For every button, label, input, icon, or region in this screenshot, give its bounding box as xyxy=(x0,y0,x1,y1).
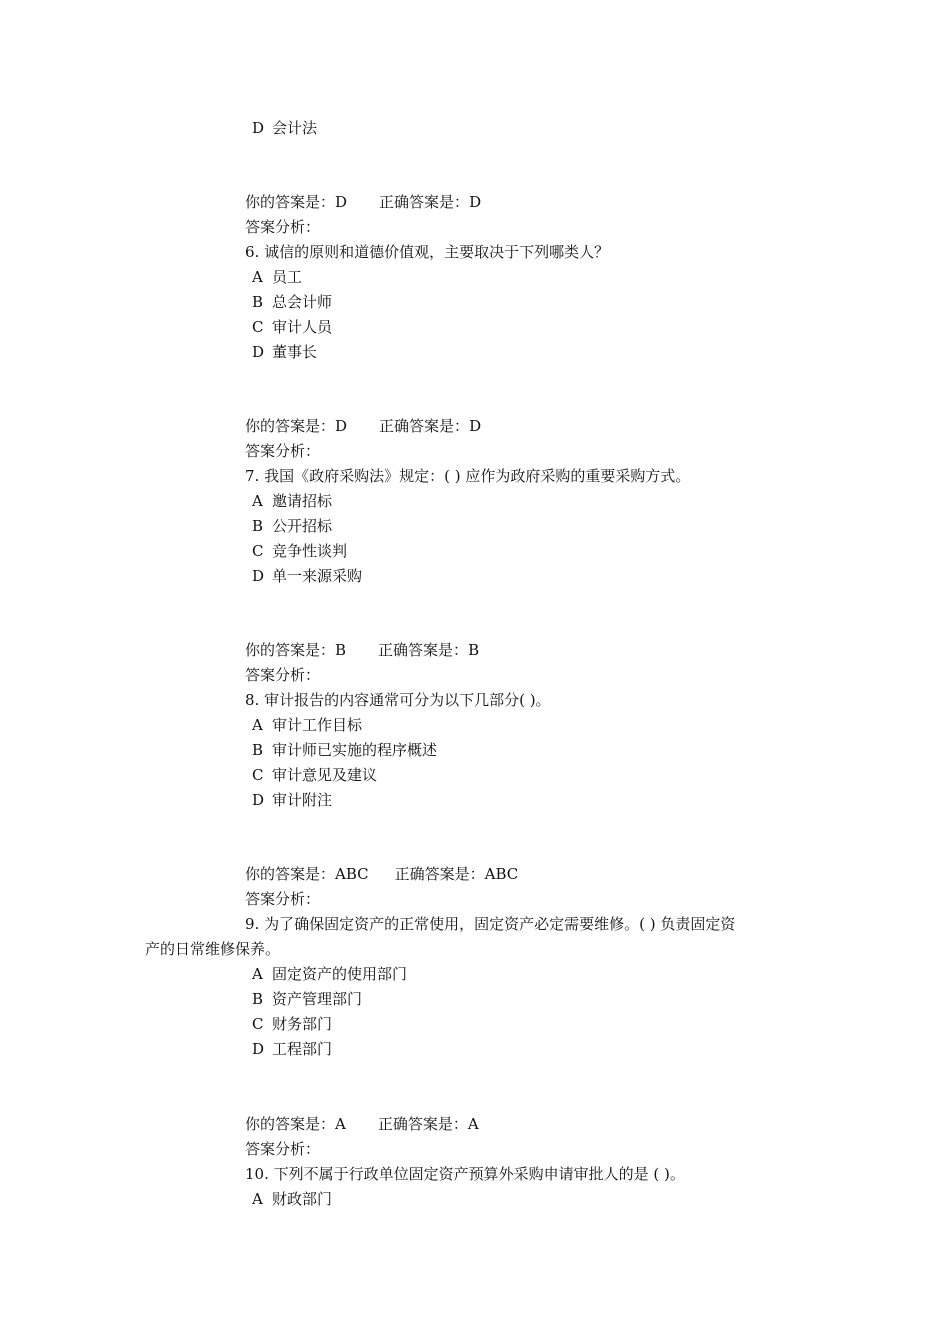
option-letter: A xyxy=(252,965,263,983)
option-letter: D xyxy=(252,1040,265,1058)
your-answer-value: B xyxy=(335,641,347,659)
question-q9-stem-line1: 9. 为了确保固定资产的正常使用，固定资产必定需要维修。( ) 负责固定资 xyxy=(245,915,736,933)
correct-answer-value: D xyxy=(469,193,482,211)
analysis-label-q8: 答案分析： xyxy=(245,890,321,908)
your-answer-value: ABC xyxy=(335,865,369,883)
option-q9-c xyxy=(252,1012,332,1037)
correct-answer-value: D xyxy=(469,417,482,435)
option-q7-d xyxy=(252,564,362,589)
correct-answer-label: 正确答案是： xyxy=(377,1115,468,1133)
option-q9-d xyxy=(252,1037,332,1062)
option-letter: B xyxy=(252,293,264,311)
option-letter: B xyxy=(252,517,264,535)
option-q9-a xyxy=(252,962,407,987)
analysis-label-q7: 答案分析： xyxy=(245,666,321,684)
option-letter: B xyxy=(252,990,264,1008)
correct-answer-value: A xyxy=(467,1115,479,1133)
question-q9-stem-line2: 产的日常维修保养。 xyxy=(145,940,281,958)
option-text: 审计意见及建议 xyxy=(272,766,378,784)
option-q6-d xyxy=(252,340,317,365)
analysis-label-q5: 答案分析： xyxy=(245,218,321,236)
option-text: 单一来源采购 xyxy=(272,567,363,585)
option-letter: C xyxy=(252,318,264,336)
question-q7-stem: 7. 我国《政府采购法》规定：( ) 应作为政府采购的重要采购方式。 xyxy=(245,467,691,485)
analysis-label-q9: 答案分析： xyxy=(245,1140,321,1158)
your-answer-label: 你的答案是： xyxy=(245,1115,336,1133)
option-q6-c xyxy=(252,315,332,340)
option-letter: A xyxy=(252,716,263,734)
option-text: 财务部门 xyxy=(272,1015,333,1033)
answer-line-q5 xyxy=(245,190,481,215)
option-letter: A xyxy=(252,492,263,510)
option-q10-a xyxy=(252,1187,332,1212)
correct-answer-value: B xyxy=(468,641,480,659)
option-q7-b xyxy=(252,514,332,539)
correct-answer-label: 正确答案是： xyxy=(379,193,470,211)
option-text: 资产管理部门 xyxy=(272,990,363,1008)
option-q5-d xyxy=(252,116,317,141)
your-answer-label: 你的答案是： xyxy=(245,417,336,435)
option-letter: D xyxy=(252,791,265,809)
option-letter: A xyxy=(252,268,263,286)
option-q8-c xyxy=(252,763,377,788)
your-answer-label: 你的答案是： xyxy=(245,193,336,211)
analysis-label-q6: 答案分析： xyxy=(245,442,321,460)
option-text: 财政部门 xyxy=(272,1190,333,1208)
question-q10-stem: 10. 下列不属于行政单位固定资产预算外采购申请审批人的是 ( )。 xyxy=(245,1165,685,1183)
option-text: 工程部门 xyxy=(272,1040,333,1058)
option-text: 员工 xyxy=(272,268,303,286)
option-letter: C xyxy=(252,1015,264,1033)
option-letter: D xyxy=(252,119,265,137)
option-text: 竞争性谈判 xyxy=(272,542,348,560)
option-letter: A xyxy=(252,1190,263,1208)
option-letter: B xyxy=(252,741,264,759)
answer-line-q6 xyxy=(245,414,481,439)
answer-line-q8 xyxy=(245,862,518,887)
option-q8-a xyxy=(252,713,362,738)
option-text: 邀请招标 xyxy=(272,492,333,510)
your-answer-value: A xyxy=(335,1115,346,1133)
correct-answer-label: 正确答案是： xyxy=(378,641,469,659)
answer-line-q9 xyxy=(245,1112,479,1137)
option-text: 审计人员 xyxy=(272,318,333,336)
option-text: 固定资产的使用部门 xyxy=(272,965,408,983)
question-q6-stem: 6. 诚信的原则和道德价值观，主要取决于下列哪类人？ xyxy=(245,243,610,261)
option-text: 审计师已实施的程序概述 xyxy=(272,741,438,759)
option-q7-c xyxy=(252,539,347,564)
option-text: 董事长 xyxy=(272,343,318,361)
option-text: 审计附注 xyxy=(272,791,333,809)
option-q6-b xyxy=(252,290,332,315)
option-letter: D xyxy=(252,343,265,361)
answer-line-q7 xyxy=(245,638,479,663)
option-letter: D xyxy=(252,567,265,585)
correct-answer-label: 正确答案是： xyxy=(379,417,470,435)
option-q7-a xyxy=(252,489,332,514)
option-q9-b xyxy=(252,987,362,1012)
your-answer-label: 你的答案是： xyxy=(245,865,336,883)
option-text: 审计工作目标 xyxy=(272,716,363,734)
question-q8-stem: 8. 审计报告的内容通常可分为以下几部分( )。 xyxy=(245,691,551,709)
option-q6-a xyxy=(252,265,302,290)
correct-answer-value: ABC xyxy=(484,865,519,883)
option-text: 公开招标 xyxy=(272,517,333,535)
option-letter: C xyxy=(252,766,264,784)
option-letter: C xyxy=(252,542,264,560)
your-answer-label: 你的答案是： xyxy=(245,641,336,659)
correct-answer-label: 正确答案是： xyxy=(394,865,485,883)
option-q8-b xyxy=(252,738,437,763)
option-text: 会计法 xyxy=(272,119,318,137)
option-q8-d xyxy=(252,788,332,813)
option-text: 总会计师 xyxy=(272,293,333,311)
your-answer-value: D xyxy=(335,417,348,435)
your-answer-value: D xyxy=(335,193,348,211)
